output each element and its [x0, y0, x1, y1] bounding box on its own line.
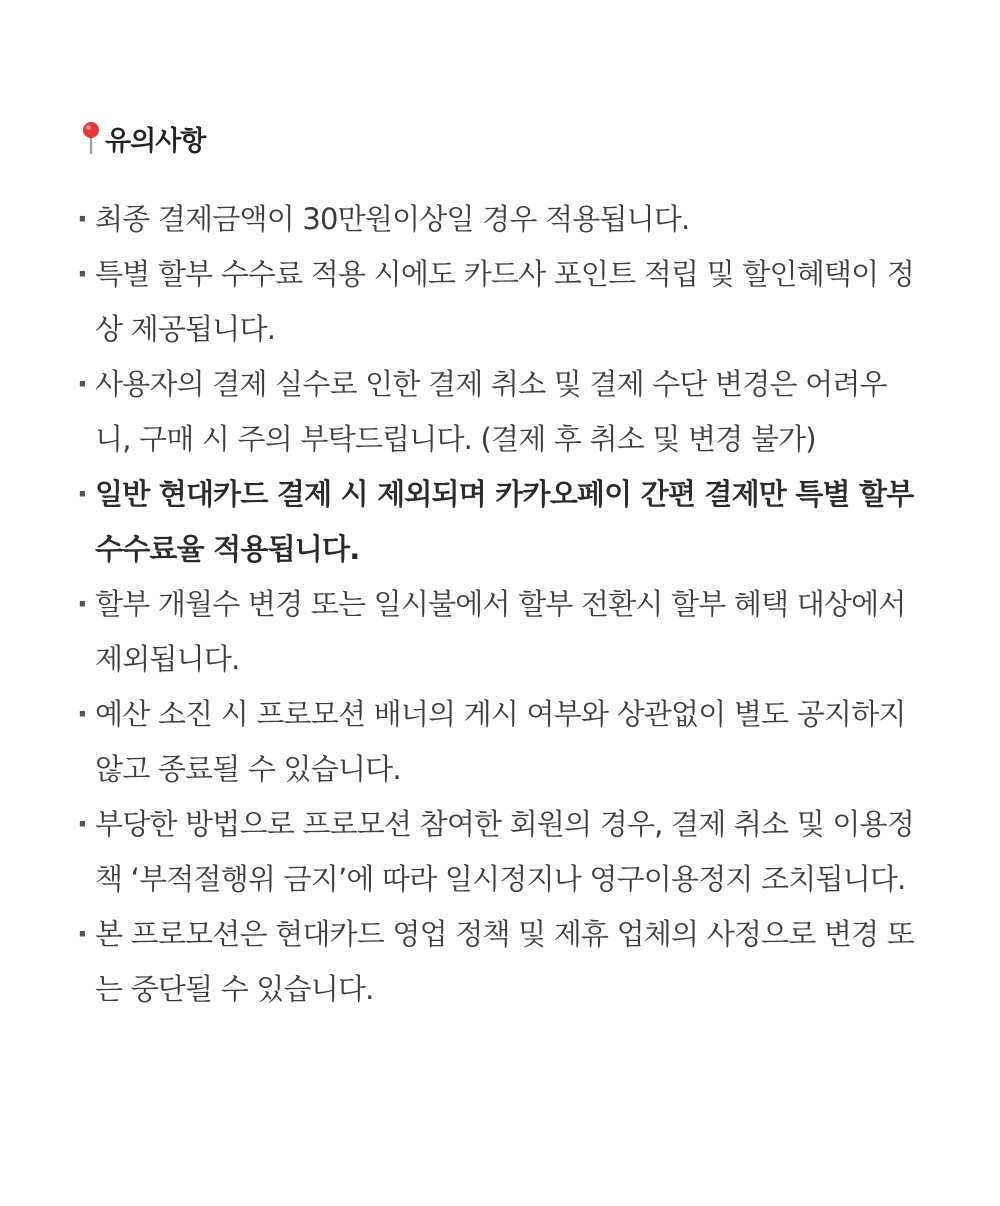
notice-item: [75, 577, 916, 687]
bullet-icon: ·: [76, 587, 88, 621]
notice-item-text: 부당한 방법으로 프로모션 참여한 회원의 경우, 결제 취소 및 이용정책 ‘부적절행위 금지’에 따라 일시정지나 영구이용정지 조치됩니다.: [95, 807, 914, 896]
notice-item-text: 최종 결제금액이 30만원이상일 경우 적용됩니다.: [95, 202, 690, 236]
notice-item-text: 일반 현대카드 결제 시 제외되며 카카오페이 간편 결제만 특별 할부 수수료율 적용됩니다.: [95, 477, 914, 566]
bullet-icon: ·: [76, 807, 88, 841]
bullet-icon: ·: [76, 257, 88, 291]
bullet-icon: ·: [76, 477, 88, 511]
notice-header: [75, 118, 916, 158]
pushpin-icon: [79, 121, 103, 155]
notice-item-highlighted: [75, 467, 916, 577]
notice-item-text: 사용자의 결제 실수로 인한 결제 취소 및 결제 수단 변경은 어려우니, 구매 시 주의 부탁드립니다. (결제 후 취소 및 변경 불가): [95, 367, 887, 456]
notice-item-text: 예산 소진 시 프로모션 배너의 게시 여부와 상관없이 별도 공지하지 않고 종료될 수 있습니다.: [95, 697, 906, 786]
notice-item: [75, 797, 916, 907]
bullet-icon: ·: [76, 917, 88, 951]
bullet-icon: ·: [76, 367, 88, 401]
notice-list: [75, 192, 916, 1017]
notice-item-text: 할부 개월수 변경 또는 일시불에서 할부 전환시 할부 혜택 대상에서 제외됩니다.: [95, 587, 906, 676]
notice-item: [75, 357, 916, 467]
notice-item: [75, 687, 916, 797]
bullet-icon: ·: [76, 202, 88, 236]
notice-item-text: 특별 할부 수수료 적용 시에도 카드사 포인트 적립 및 할인혜택이 정상 제공됩니다.: [95, 257, 914, 346]
notice-item: [75, 907, 916, 1017]
bullet-icon: ·: [76, 697, 88, 731]
notice-item: [75, 192, 916, 247]
notice-title: 유의사항: [105, 125, 206, 157]
notice-item: [75, 247, 916, 357]
notice-item-text: 본 프로모션은 현대카드 영업 정책 및 제휴 업체의 사정으로 변경 또는 중단될 수 있습니다.: [95, 917, 914, 1006]
